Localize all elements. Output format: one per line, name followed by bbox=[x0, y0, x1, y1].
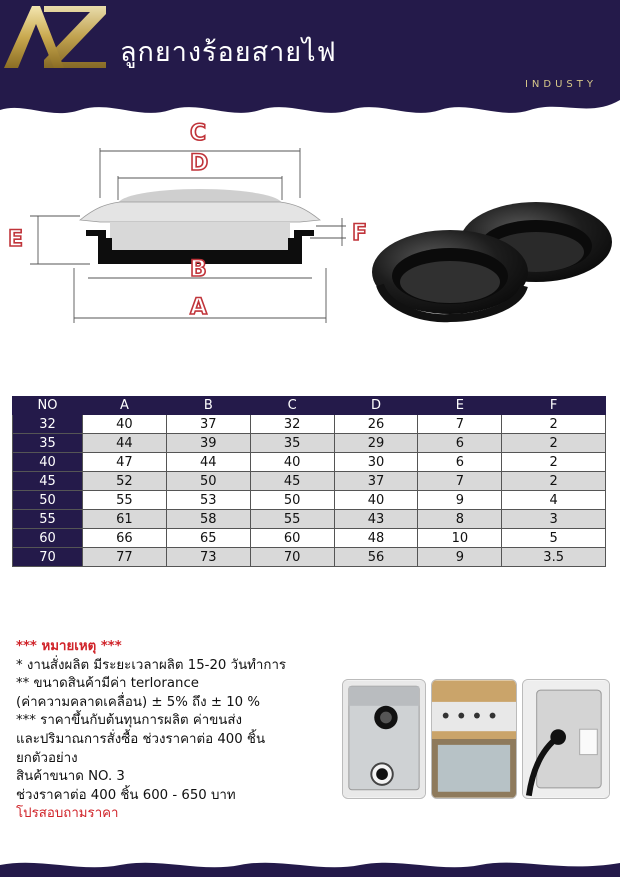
table-cell: 65 bbox=[166, 529, 250, 548]
table-cell: 29 bbox=[334, 434, 418, 453]
table-cell: 58 bbox=[166, 510, 250, 529]
table-cell: 45 bbox=[250, 472, 334, 491]
table-cell: 55 bbox=[83, 491, 167, 510]
table-cell: 6 bbox=[418, 453, 502, 472]
table-cell: 50 bbox=[166, 472, 250, 491]
table-cell: 40 bbox=[83, 415, 167, 434]
dim-label-a: A bbox=[190, 295, 208, 320]
grommet-product-photo bbox=[368, 190, 618, 325]
table-cell: 43 bbox=[334, 510, 418, 529]
size-spec-table bbox=[12, 396, 606, 567]
table-cell: 52 bbox=[83, 472, 167, 491]
col-header-b: B bbox=[166, 397, 250, 415]
dim-label-c: C bbox=[190, 121, 207, 146]
table-cell-no: 40 bbox=[13, 453, 83, 472]
application-photo-enclosure bbox=[522, 679, 610, 799]
table-cell: 56 bbox=[334, 548, 418, 567]
contact-note: โปรสอบถามราคา bbox=[16, 806, 119, 822]
table-cell: 50 bbox=[250, 491, 334, 510]
note-line: และปริมาณการสั่งซื้อ ช่วงราคาต่อ 400 ชิ้น bbox=[16, 731, 266, 747]
table-cell-no: 60 bbox=[13, 529, 83, 548]
table-cell-no: 70 bbox=[13, 548, 83, 567]
table-cell: 37 bbox=[334, 472, 418, 491]
table-cell: 6 bbox=[418, 434, 502, 453]
grommet-dimension-diagram bbox=[0, 118, 380, 328]
table-cell: 53 bbox=[166, 491, 250, 510]
page-title: ลูกยางร้อยสายไฟ bbox=[120, 37, 337, 68]
table-cell: 77 bbox=[83, 548, 167, 567]
table-cell: 9 bbox=[418, 491, 502, 510]
col-header-a: A bbox=[83, 397, 167, 415]
note-line: ** ขนาดสินค้ามีค่า terlorance bbox=[16, 676, 199, 692]
table-cell: 40 bbox=[334, 491, 418, 510]
dim-label-f: F bbox=[352, 221, 368, 246]
table-row bbox=[13, 434, 606, 453]
col-header-d: D bbox=[334, 397, 418, 415]
az-logo-icon bbox=[0, 0, 110, 90]
table-cell-no: 32 bbox=[13, 415, 83, 434]
table-cell: 2 bbox=[502, 434, 606, 453]
note-line: สินค้าขนาด NO. 3 bbox=[16, 769, 125, 785]
table-cell: 9 bbox=[418, 548, 502, 567]
note-line: * งานสั่งผลิต มีระยะเวลาผลิต 15-20 วันทำการ bbox=[16, 657, 287, 673]
table-cell: 73 bbox=[166, 548, 250, 567]
table-cell: 61 bbox=[83, 510, 167, 529]
table-cell: 60 bbox=[250, 529, 334, 548]
table-row bbox=[13, 415, 606, 434]
table-cell: 10 bbox=[418, 529, 502, 548]
table-cell: 5 bbox=[502, 529, 606, 548]
table-cell: 26 bbox=[334, 415, 418, 434]
dim-label-b: B bbox=[190, 257, 207, 282]
col-header-e: E bbox=[418, 397, 502, 415]
table-cell: 7 bbox=[418, 415, 502, 434]
table-cell-no: 35 bbox=[13, 434, 83, 453]
brand-subtitle: INDUSTY bbox=[524, 79, 597, 90]
note-line: ช่วงราคาต่อ 400 ชิ้น 600 - 650 บาท bbox=[16, 787, 236, 803]
application-photo-box bbox=[342, 679, 426, 799]
col-header-no: NO bbox=[13, 397, 83, 415]
table-cell: 2 bbox=[502, 415, 606, 434]
table-row bbox=[13, 548, 606, 567]
table-cell: 7 bbox=[418, 472, 502, 491]
table-cell: 40 bbox=[250, 453, 334, 472]
col-header-c: C bbox=[250, 397, 334, 415]
dim-label-d: D bbox=[190, 151, 209, 176]
note-line: *** ราคาขึ้นกับต้นทุนการผลิต ค่าขนส่ง bbox=[16, 713, 243, 729]
application-photo-machine bbox=[431, 679, 517, 799]
table-cell: 37 bbox=[166, 415, 250, 434]
table-cell: 2 bbox=[502, 472, 606, 491]
table-row bbox=[13, 491, 606, 510]
table-cell-no: 55 bbox=[13, 510, 83, 529]
notes-section bbox=[16, 638, 338, 824]
table-cell: 2 bbox=[502, 453, 606, 472]
table-cell-no: 50 bbox=[13, 491, 83, 510]
note-line: (ค่าความคลาดเคลื่อน) ± 5% ถึง ± 10 % bbox=[16, 694, 260, 710]
table-cell: 48 bbox=[334, 529, 418, 548]
table-cell-no: 45 bbox=[13, 472, 83, 491]
table-row bbox=[13, 529, 606, 548]
table-cell: 3.5 bbox=[502, 548, 606, 567]
table-cell: 66 bbox=[83, 529, 167, 548]
header-band bbox=[0, 0, 620, 125]
table-cell: 4 bbox=[502, 491, 606, 510]
dim-label-e: E bbox=[8, 227, 24, 252]
table-cell: 55 bbox=[250, 510, 334, 529]
notes-heading: *** หมายเหตุ *** bbox=[16, 639, 122, 654]
col-header-f: F bbox=[502, 397, 606, 415]
table-cell: 44 bbox=[83, 434, 167, 453]
table-row bbox=[13, 510, 606, 529]
table-cell: 30 bbox=[334, 453, 418, 472]
table-cell: 8 bbox=[418, 510, 502, 529]
footer-wave bbox=[0, 857, 620, 877]
note-line: ยกตัวอย่าง bbox=[16, 750, 78, 766]
table-row bbox=[13, 472, 606, 491]
table-row bbox=[13, 453, 606, 472]
table-cell: 32 bbox=[250, 415, 334, 434]
table-cell: 3 bbox=[502, 510, 606, 529]
table-cell: 39 bbox=[166, 434, 250, 453]
table-cell: 47 bbox=[83, 453, 167, 472]
table-cell: 44 bbox=[166, 453, 250, 472]
table-cell: 70 bbox=[250, 548, 334, 567]
table-header-row bbox=[13, 397, 606, 415]
table-cell: 35 bbox=[250, 434, 334, 453]
